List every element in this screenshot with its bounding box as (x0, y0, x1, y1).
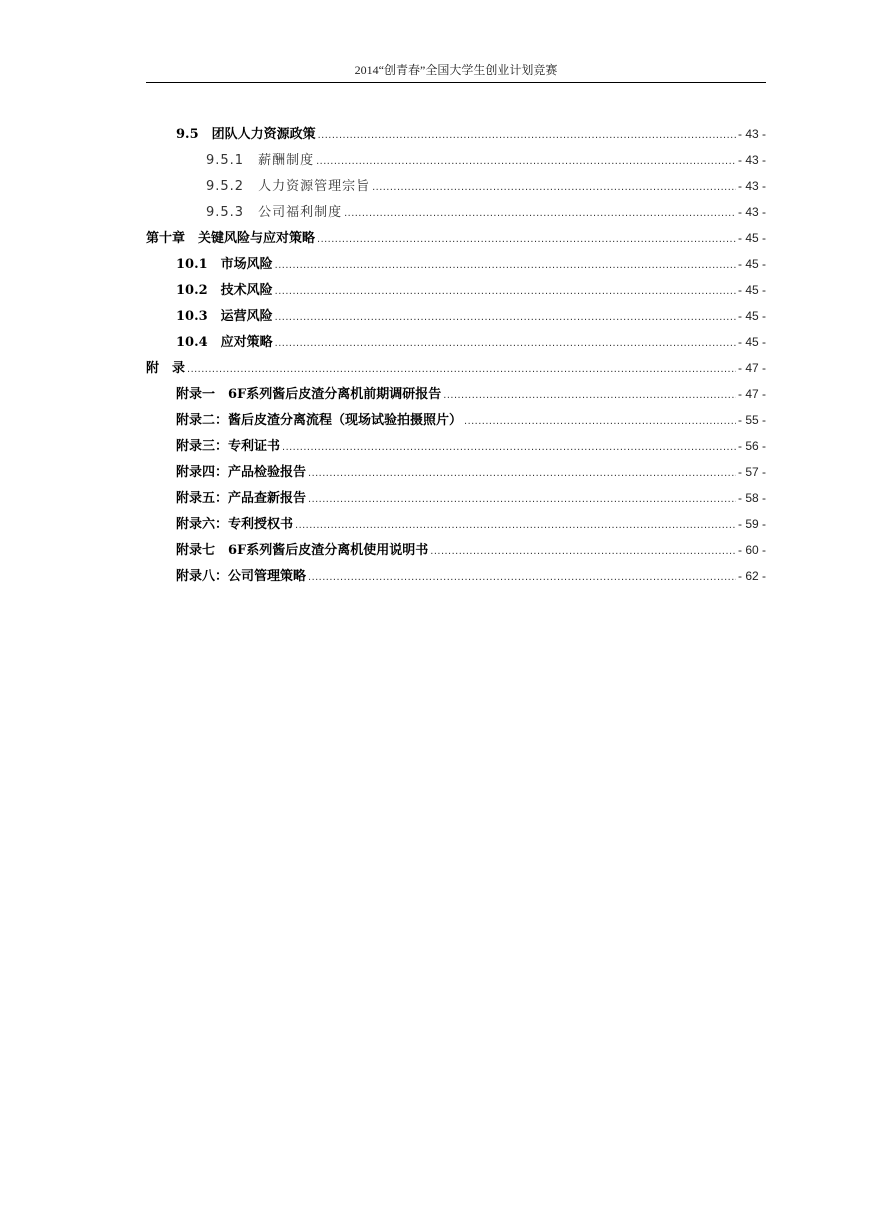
toc-entry-page: - 45 - (737, 283, 766, 297)
toc-entry-page: - 43 - (737, 153, 766, 167)
toc-entry-page: - 45 - (737, 231, 766, 245)
toc-entry-page: - 56 - (737, 439, 766, 453)
toc-leader-dots (372, 177, 736, 197)
toc-entry-label: 附录三：专利证书 (176, 439, 281, 454)
toc-entry-label: 10.3 运营风险 (176, 309, 273, 324)
toc-entry-10-4[interactable] (176, 332, 766, 352)
toc-entry-appendix[interactable] (146, 358, 766, 378)
toc-entry-label: 10.1 市场风险 (176, 257, 273, 272)
toc-entry-10-3[interactable] (176, 306, 766, 326)
toc-entry-appendix-7[interactable] (176, 540, 766, 560)
toc-leader-dots (443, 385, 736, 405)
toc-entry-label: 9.5.2 人力资源管理宗旨 (206, 179, 371, 194)
toc-entry-page: - 43 - (737, 179, 766, 193)
toc-entry-appendix-8[interactable] (176, 566, 766, 586)
toc-entry-label: 第十章 关键风险与应对策略 (146, 231, 316, 246)
toc-entry-page: - 43 - (737, 205, 766, 219)
toc-entry-appendix-6[interactable] (176, 514, 766, 534)
toc-entry-10-2[interactable] (176, 280, 766, 300)
toc-entry-page: - 45 - (737, 335, 766, 349)
toc-entry-page: - 47 - (737, 387, 766, 401)
toc-entry-page: - 47 - (737, 361, 766, 375)
toc-leader-dots (187, 359, 736, 379)
toc-entry-label: 10.2 技术风险 (176, 283, 273, 298)
toc-entry-label: 9.5 团队人力资源政策 (176, 127, 316, 142)
toc-entry-page: - 43 - (737, 127, 766, 141)
page-header (146, 62, 766, 83)
toc-entry-appendix-3[interactable] (176, 436, 766, 456)
toc-leader-dots (308, 489, 736, 509)
toc-entry-page: - 59 - (737, 517, 766, 531)
toc-leader-dots (344, 203, 736, 223)
toc-entry-label: 10.4 应对策略 (176, 335, 273, 350)
toc-leader-dots (316, 151, 736, 171)
toc-entry-label: 9.5.1 薪酬制度 (206, 153, 315, 168)
toc-leader-dots (275, 281, 736, 301)
toc-entry-page: - 57 - (737, 465, 766, 479)
toc-leader-dots (295, 515, 736, 535)
toc-leader-dots (317, 229, 736, 249)
toc-entry-appendix-2[interactable] (176, 410, 766, 430)
toc-entry-9-5-3[interactable] (206, 202, 766, 222)
header-title: 2014“创青春”全国大学生创业计划竞赛 (354, 63, 558, 77)
toc-entry-label: 9.5.3 公司福利制度 (206, 205, 343, 220)
toc-leader-dots (464, 411, 736, 431)
toc-leader-dots (282, 437, 736, 457)
toc-entry-label: 附 录 (146, 361, 186, 376)
toc-leader-dots (275, 333, 736, 353)
toc-leader-dots (430, 541, 736, 561)
toc-leader-dots (275, 307, 736, 327)
toc-leader-dots (318, 125, 736, 145)
toc-entry-9-5[interactable] (176, 124, 766, 144)
toc-entry-label: 附录八：公司管理策略 (176, 569, 307, 584)
toc-entry-page: - 55 - (737, 413, 766, 427)
toc-entry-page: - 45 - (737, 309, 766, 323)
toc-entry-label: 附录六：专利授权书 (176, 517, 294, 532)
toc-entry-10-1[interactable] (176, 254, 766, 274)
toc-entry-appendix-4[interactable] (176, 462, 766, 482)
toc-entry-chapter-10[interactable] (146, 228, 766, 248)
toc-entry-appendix-1[interactable] (176, 384, 766, 404)
toc-entry-page: - 62 - (737, 569, 766, 583)
toc-entry-label: 附录七 6F系列酱后皮渣分离机使用说明书 (176, 543, 429, 558)
toc-entry-label: 附录一 6F系列酱后皮渣分离机前期调研报告 (176, 387, 442, 402)
toc-entry-label: 附录四：产品检验报告 (176, 465, 307, 480)
toc-entry-appendix-5[interactable] (176, 488, 766, 508)
toc-leader-dots (308, 463, 736, 483)
toc-entry-label: 附录五：产品查新报告 (176, 491, 307, 506)
toc-entry-page: - 58 - (737, 491, 766, 505)
toc-leader-dots (275, 255, 736, 275)
toc-entry-9-5-2[interactable] (206, 176, 766, 196)
toc-entry-page: - 45 - (737, 257, 766, 271)
toc-entry-9-5-1[interactable] (206, 150, 766, 170)
toc-entry-label: 附录二：酱后皮渣分离流程（现场试验拍摄照片） (176, 413, 463, 428)
toc-entry-page: - 60 - (737, 543, 766, 557)
toc-leader-dots (308, 567, 736, 587)
